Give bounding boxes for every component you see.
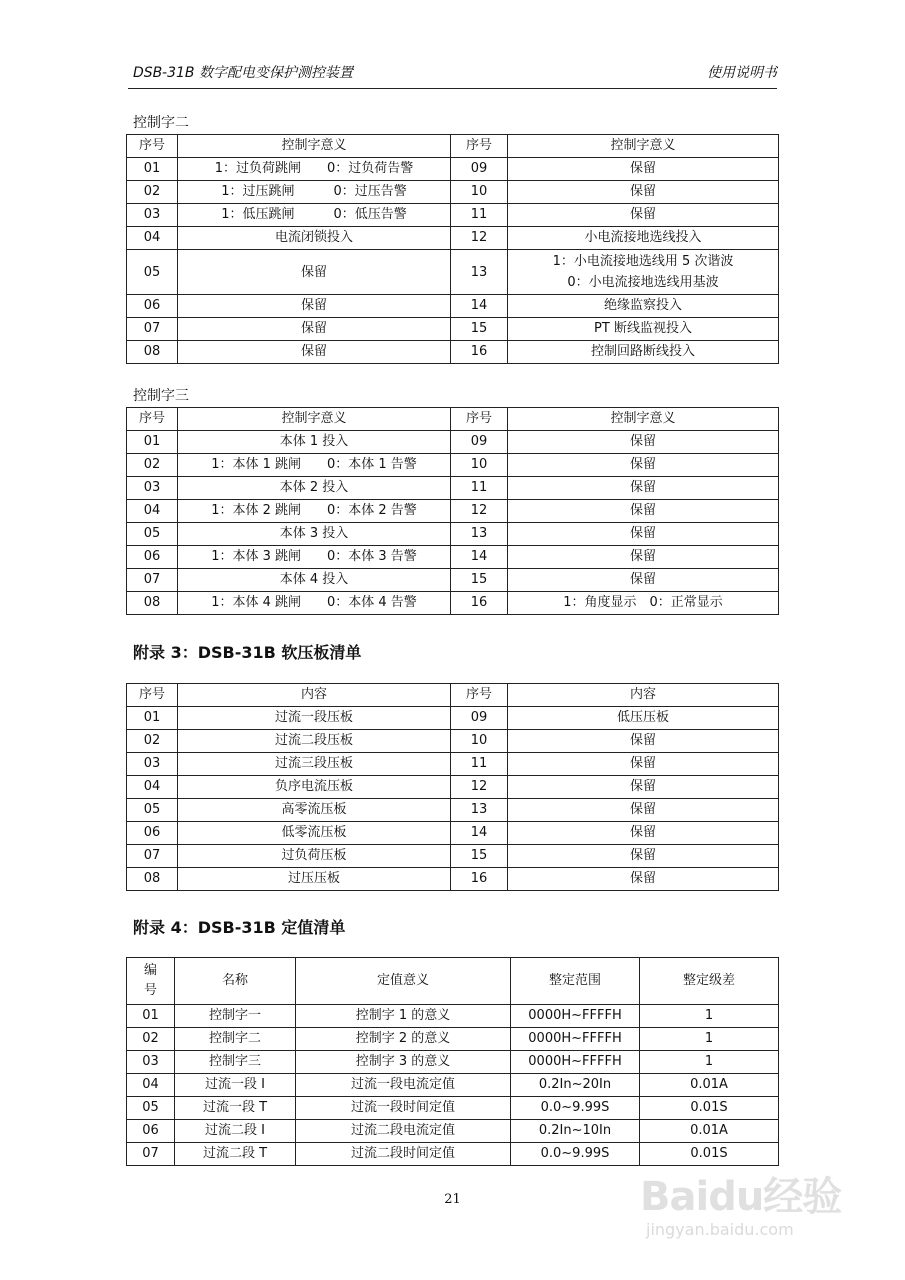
cell: 14 [451,822,508,845]
cell: 04 [127,776,178,799]
header-cell: 控制字意义 [178,135,451,158]
cell: 过流二段压板 [178,730,451,753]
cell: 保留 [178,295,451,318]
cell: 本体 2 投入 [178,477,451,500]
table-row [127,1028,779,1051]
cell: 04 [127,500,178,523]
cell: 0.2In~10In [511,1120,640,1143]
ctrl2-table [126,134,779,364]
cell: 16 [451,868,508,891]
cell: 05 [127,799,178,822]
cell: 08 [127,341,178,364]
cell: 保留 [508,730,779,753]
cell: 过流一段 T [175,1097,296,1120]
appendix3-title: 附录 3：DSB-31B 软压板清单 [133,643,362,662]
cell: 02 [127,454,178,477]
cell: 过流一段 I [175,1074,296,1097]
cell: 保留 [508,431,779,454]
appendix4-title: 附录 4：DSB-31B 定值清单 [133,918,346,937]
cell: 13 [451,799,508,822]
cell: 03 [127,1051,175,1074]
cell: 保留 [508,523,779,546]
table-header-row [127,958,779,1005]
header-cell: 名称 [175,958,296,1005]
table-row [127,753,779,776]
table-row [127,1120,779,1143]
cell: 12 [451,500,508,523]
table-header-row [127,408,779,431]
table-row [127,1005,779,1028]
header-cell: 序号 [127,684,178,707]
cell: 01 [127,707,178,730]
cell: 14 [451,546,508,569]
cell: 过流二段电流定值 [296,1120,511,1143]
cell: 01 [127,431,178,454]
cell: 高零流压板 [178,799,451,822]
cell: 负序电流压板 [178,776,451,799]
appendix3-table [126,683,779,891]
cell: 0000H~FFFFH [511,1005,640,1028]
cell: 过负荷压板 [178,845,451,868]
cell: 低压压板 [508,707,779,730]
cell: 保留 [508,454,779,477]
cell: 控制字三 [175,1051,296,1074]
cell: 13 [451,523,508,546]
cell: 1：低压跳闸 0：低压告警 [178,204,451,227]
table-row [127,500,779,523]
cell: 15 [451,845,508,868]
cell: 15 [451,318,508,341]
cell: 过压压板 [178,868,451,891]
cell: 本体 3 投入 [178,523,451,546]
cell: 过流一段压板 [178,707,451,730]
cell: 保留 [178,318,451,341]
cell: 05 [127,1097,175,1120]
cell: 06 [127,546,178,569]
table-header-row [127,135,779,158]
ctrl3-caption: 控制字三 [133,388,189,404]
header-cell: 控制字意义 [508,408,779,431]
cell: 10 [451,454,508,477]
cell: 控制字 1 的意义 [296,1005,511,1028]
cell: 1：过负荷跳闸 0：过负荷告警 [178,158,451,181]
cell: 04 [127,1074,175,1097]
cell: 小电流接地选线投入 [508,227,779,250]
cell: 09 [451,431,508,454]
cell: 本体 4 投入 [178,569,451,592]
cell: 保留 [508,569,779,592]
cell: 12 [451,227,508,250]
watermark-logo: Baidu经验 [640,1174,842,1220]
cell: 低零流压板 [178,822,451,845]
header-cell: 内容 [178,684,451,707]
document-header-title: DSB-31B 数字配电变保护测控装置 [133,65,353,81]
cell: 1 [640,1028,779,1051]
cell: 1：角度显示 0：正常显示 [508,592,779,615]
table-row [127,1051,779,1074]
table-row [127,776,779,799]
table-row [127,431,779,454]
table-row [127,868,779,891]
cell: 保留 [508,753,779,776]
cell: PT 断线监视投入 [508,318,779,341]
cell: 15 [451,569,508,592]
header-cell: 控制字意义 [508,135,779,158]
header-cell: 序号 [127,408,178,431]
cell: 05 [127,523,178,546]
table-row [127,158,779,181]
table-row [127,822,779,845]
table-row [127,592,779,615]
cell: 0.0~9.99S [511,1143,640,1166]
header-cell: 编号 [127,958,175,1005]
header-cell: 控制字意义 [178,408,451,431]
table-row [127,477,779,500]
cell: 13 [451,250,508,295]
cell: 0.01S [640,1143,779,1166]
cell: 1：本体 1 跳闸 0：本体 1 告警 [178,454,451,477]
header-cell: 整定级差 [640,958,779,1005]
cell: 0.0~9.99S [511,1097,640,1120]
cell: 16 [451,341,508,364]
cell: 11 [451,477,508,500]
table-row [127,1143,779,1166]
appendix4-table [126,957,779,1166]
cell-line: 1：小电流接地选线用 5 次谐波 [552,254,734,269]
cell: 1：本体 2 跳闸 0：本体 2 告警 [178,500,451,523]
cell: 0.01S [640,1097,779,1120]
table-row [127,341,779,364]
cell: 04 [127,227,178,250]
cell: 07 [127,318,178,341]
header-cell: 整定范围 [511,958,640,1005]
cell: 07 [127,1143,175,1166]
cell: 过流二段 T [175,1143,296,1166]
cell: 1：本体 4 跳闸 0：本体 4 告警 [178,592,451,615]
table-row [127,181,779,204]
cell: 保留 [508,845,779,868]
table-row [127,1074,779,1097]
cell: 09 [451,158,508,181]
header-cell: 定值意义 [296,958,511,1005]
table-row [127,318,779,341]
baidu-watermark [640,1165,880,1245]
cell: 保留 [508,204,779,227]
table-row [127,845,779,868]
document-header-manual: 使用说明书 [707,65,777,81]
table-header-row [127,684,779,707]
table-row [127,546,779,569]
cell: 过流二段时间定值 [296,1143,511,1166]
cell: 10 [451,730,508,753]
table-row [127,730,779,753]
cell: 02 [127,730,178,753]
cell: 保留 [508,500,779,523]
cell: 保留 [508,822,779,845]
cell: 03 [127,204,178,227]
table-row [127,454,779,477]
cell: 保留 [508,776,779,799]
table-row [127,204,779,227]
cell: 08 [127,868,178,891]
cell: 03 [127,753,178,776]
table-row [127,799,779,822]
cell: 10 [451,181,508,204]
cell: 1：过压跳闸 0：过压告警 [178,181,451,204]
header-cell: 序号 [451,408,508,431]
table-row [127,1097,779,1120]
cell: 保留 [508,546,779,569]
cell: 11 [451,753,508,776]
cell: 保留 [178,341,451,364]
cell: 09 [451,707,508,730]
cell-two-line [508,250,779,295]
table-row [127,295,779,318]
cell: 02 [127,181,178,204]
cell: 1 [640,1051,779,1074]
table-row [127,569,779,592]
cell: 1：本体 3 跳闸 0：本体 3 告警 [178,546,451,569]
cell: 0.01A [640,1120,779,1143]
header-cell: 内容 [508,684,779,707]
cell: 保留 [508,868,779,891]
cell: 控制字 3 的意义 [296,1051,511,1074]
cell: 1 [640,1005,779,1028]
cell: 控制字二 [175,1028,296,1051]
cell: 11 [451,204,508,227]
header-cell: 序号 [451,135,508,158]
cell: 保留 [178,250,451,295]
page-number: 21 [444,1192,461,1207]
cell: 保留 [508,799,779,822]
cell-line: 0：小电流接地选线用基波 [567,275,719,290]
cell: 06 [127,1120,175,1143]
table-row [127,523,779,546]
cell: 过流三段压板 [178,753,451,776]
cell: 保留 [508,181,779,204]
cell: 01 [127,1005,175,1028]
ctrl3-table [126,407,779,615]
cell: 绝缘监察投入 [508,295,779,318]
table-row [127,707,779,730]
cell: 0000H~FFFFH [511,1028,640,1051]
cell: 03 [127,477,178,500]
cell: 0.2In~20In [511,1074,640,1097]
header-cell: 序号 [127,135,178,158]
header-rule [128,88,777,89]
cell: 本体 1 投入 [178,431,451,454]
cell: 14 [451,295,508,318]
cell: 07 [127,569,178,592]
cell: 控制字 2 的意义 [296,1028,511,1051]
cell: 01 [127,158,178,181]
watermark-url: jingyan.baidu.com [646,1220,794,1239]
cell: 控制字一 [175,1005,296,1028]
cell: 过流二段 I [175,1120,296,1143]
cell: 保留 [508,477,779,500]
cell: 0000H~FFFFH [511,1051,640,1074]
header-cell: 序号 [451,684,508,707]
cell: 12 [451,776,508,799]
cell: 0.01A [640,1074,779,1097]
cell: 06 [127,822,178,845]
cell: 07 [127,845,178,868]
cell: 保留 [508,158,779,181]
cell: 过流一段时间定值 [296,1097,511,1120]
cell: 过流一段电流定值 [296,1074,511,1097]
cell: 08 [127,592,178,615]
cell: 06 [127,295,178,318]
cell: 02 [127,1028,175,1051]
table-row [127,250,779,295]
cell: 16 [451,592,508,615]
cell: 电流闭锁投入 [178,227,451,250]
table-row [127,227,779,250]
ctrl2-caption: 控制字二 [133,115,189,131]
cell: 05 [127,250,178,295]
cell: 控制回路断线投入 [508,341,779,364]
